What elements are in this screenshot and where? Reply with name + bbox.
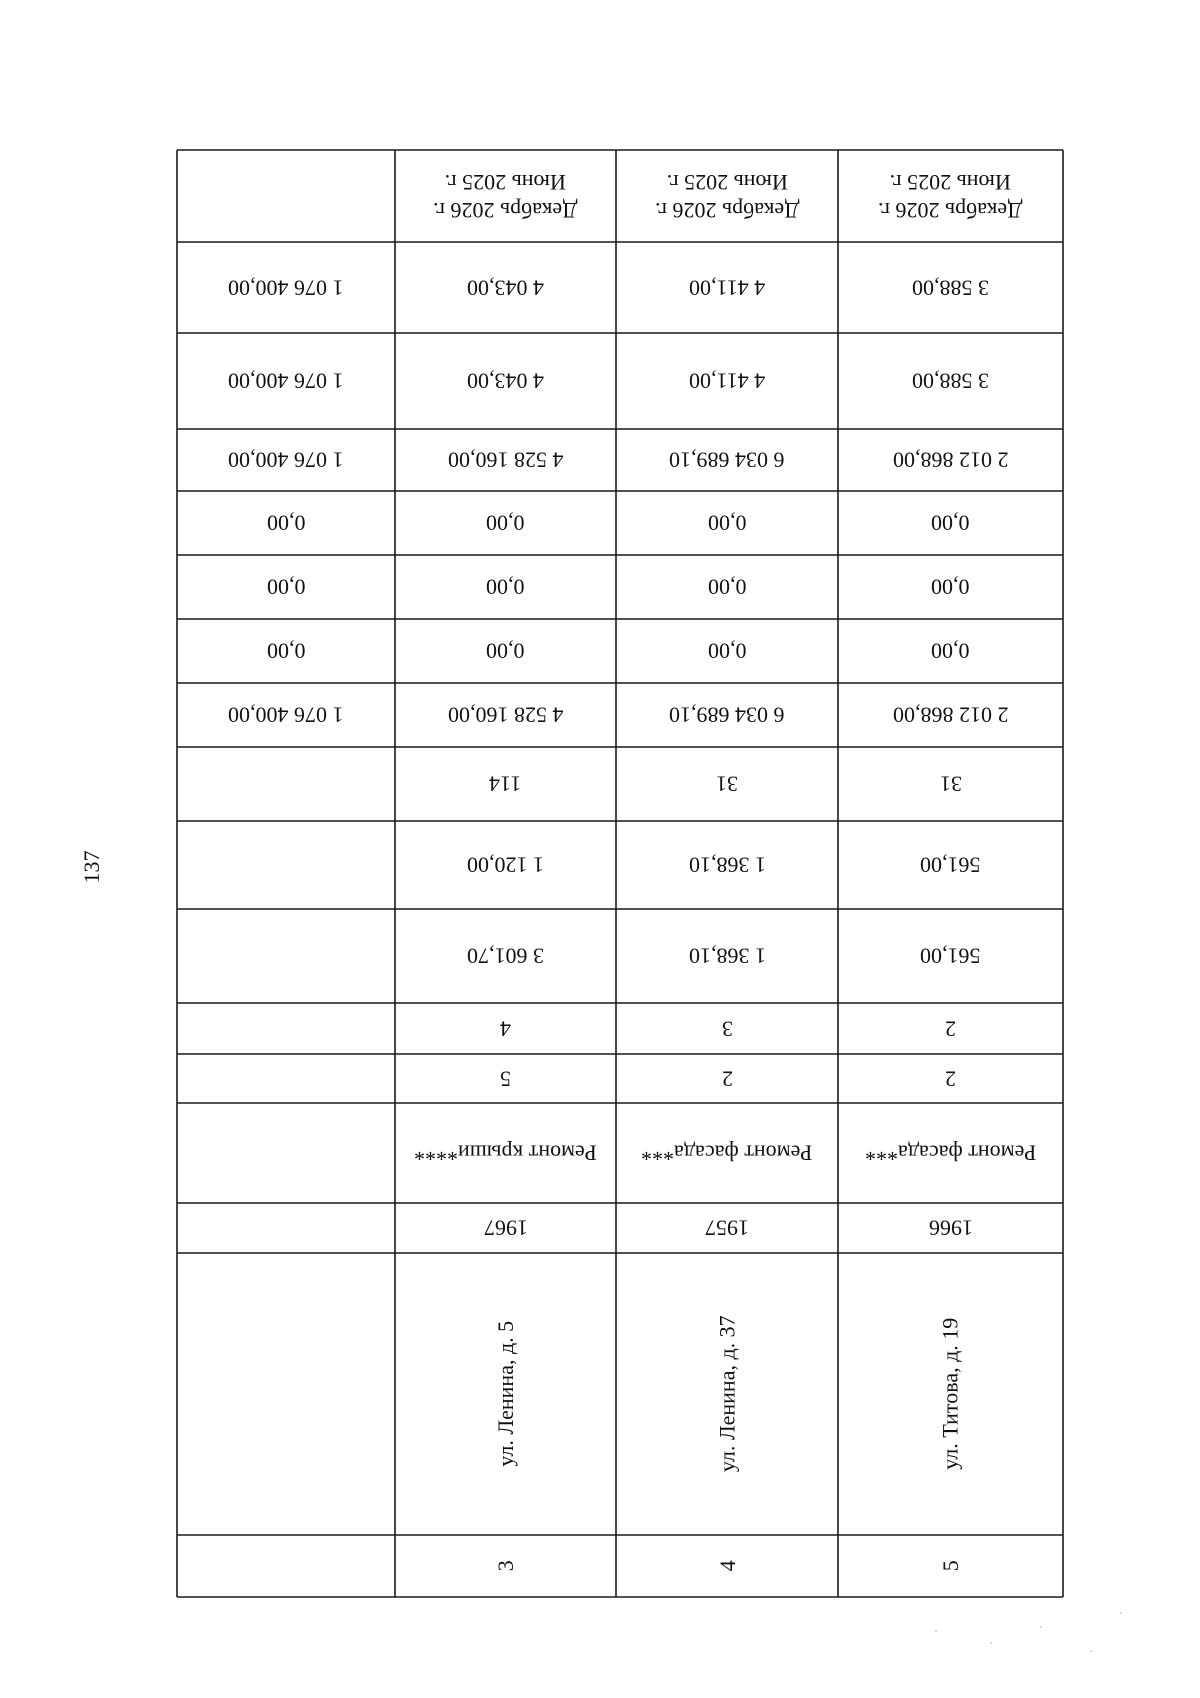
table-cell-year: 1966 xyxy=(928,1215,973,1241)
table-cell-fund-2: 0,00 xyxy=(486,574,525,600)
table-cell-address: ул. Ленина, д. 5 xyxy=(492,1321,518,1467)
scan-speckle xyxy=(1120,1612,1122,1614)
table-cell-col-b: 4 xyxy=(500,1016,511,1042)
table-cell-total-cost: 6 034 689,10 xyxy=(669,702,785,728)
table-cell-area-2: 1 368,10 xyxy=(688,852,766,878)
table-cell-col-b: 2 xyxy=(945,1016,956,1042)
table-cell-period: Июнь 2025 г. Декабрь 2026 г. xyxy=(878,170,1023,223)
summary-cell-fund-1: 0,00 xyxy=(266,638,306,664)
table-cell-col-a: 5 xyxy=(500,1066,511,1092)
table-cell-area-1: 3 601,70 xyxy=(467,943,544,969)
table-cell-work-type: Ремонт фасада*** xyxy=(864,1140,1037,1166)
table-cell-fund-2: 0,00 xyxy=(707,574,747,600)
table-cell-area-2: 561,00 xyxy=(920,852,981,878)
table-cell-address: ул. Ленина, д. 37 xyxy=(714,1315,740,1473)
scan-speckle xyxy=(990,1642,992,1644)
table-cell-unit-limit: 4 411,00 xyxy=(688,275,766,301)
table-cell-unit-cost: 4 411,00 xyxy=(688,368,766,394)
table-cell-row-number: 4 xyxy=(714,1560,740,1572)
table-cell-fund-1: 0,00 xyxy=(931,638,970,664)
table-cell-residents: 114 xyxy=(489,771,522,797)
table-cell-unit-cost: 3 588,00 xyxy=(912,368,989,394)
table-cell-unit-cost: 4 043,00 xyxy=(467,368,544,394)
table-cell-year: 1967 xyxy=(483,1215,528,1241)
summary-cell-total-cost: 1 076 400,00 xyxy=(228,702,344,728)
table-cell-unit-limit: 3 588,00 xyxy=(912,275,989,301)
table-cell-unit-limit: 4 043,00 xyxy=(467,275,544,301)
table-cell-fund-3: 0,00 xyxy=(707,510,747,536)
table-cell-residents: 31 xyxy=(716,771,738,797)
table-cell-owners-funds: 2 012 868,00 xyxy=(892,447,1009,473)
scan-speckle xyxy=(1090,1650,1092,1652)
table-cell-col-a: 2 xyxy=(945,1066,956,1092)
table-cell-row-number: 5 xyxy=(937,1560,963,1572)
scan-speckle xyxy=(1040,1626,1042,1628)
summary-cell-owners-funds: 1 076 400,00 xyxy=(228,447,344,473)
table-cell-residents: 31 xyxy=(939,771,962,797)
table-cell-period: Июнь 2025 г. Декабрь 2026 г. xyxy=(433,170,578,223)
table-cell-work-type: Ремонт фасада*** xyxy=(641,1140,813,1166)
table-cell-fund-3: 0,00 xyxy=(931,510,970,536)
page-number: 137 xyxy=(79,850,104,884)
table-cell-total-cost: 2 012 868,00 xyxy=(892,702,1009,728)
table-cell-year: 1957 xyxy=(705,1215,749,1241)
table-cell-area-2: 1 120,00 xyxy=(467,852,544,878)
table-cell-owners-funds: 6 034 689,10 xyxy=(669,447,785,473)
table-cell-address: ул. Титова, д. 19 xyxy=(937,1317,963,1471)
summary-cell-unit-limit: 1 076 400,00 xyxy=(228,275,344,301)
table-cell-area-1: 561,00 xyxy=(920,943,981,969)
summary-cell-fund-3: 0,00 xyxy=(266,510,306,536)
table-cell-total-cost: 4 528 160,00 xyxy=(447,702,564,728)
scan-speckle xyxy=(935,1630,937,1632)
summary-cell-fund-2: 0,00 xyxy=(266,574,306,600)
table-cell-work-type: Ремонт крыши**** xyxy=(414,1140,597,1166)
table-cell-col-a: 2 xyxy=(721,1066,733,1092)
table-cell-period: Июнь 2025 г. Декабрь 2026 г. xyxy=(654,170,800,223)
table-cell-col-b: 3 xyxy=(721,1016,733,1042)
table-cell-owners-funds: 4 528 160,00 xyxy=(447,447,564,473)
table-cell-area-1: 1 368,10 xyxy=(688,943,766,969)
table-cell-fund-3: 0,00 xyxy=(486,510,525,536)
table-cell-row-number: 3 xyxy=(492,1560,518,1572)
table-cell-fund-2: 0,00 xyxy=(931,574,970,600)
table-cell-fund-1: 0,00 xyxy=(707,638,747,664)
table-cell-fund-1: 0,00 xyxy=(486,638,525,664)
summary-cell-unit-cost: 1 076 400,00 xyxy=(228,368,344,394)
